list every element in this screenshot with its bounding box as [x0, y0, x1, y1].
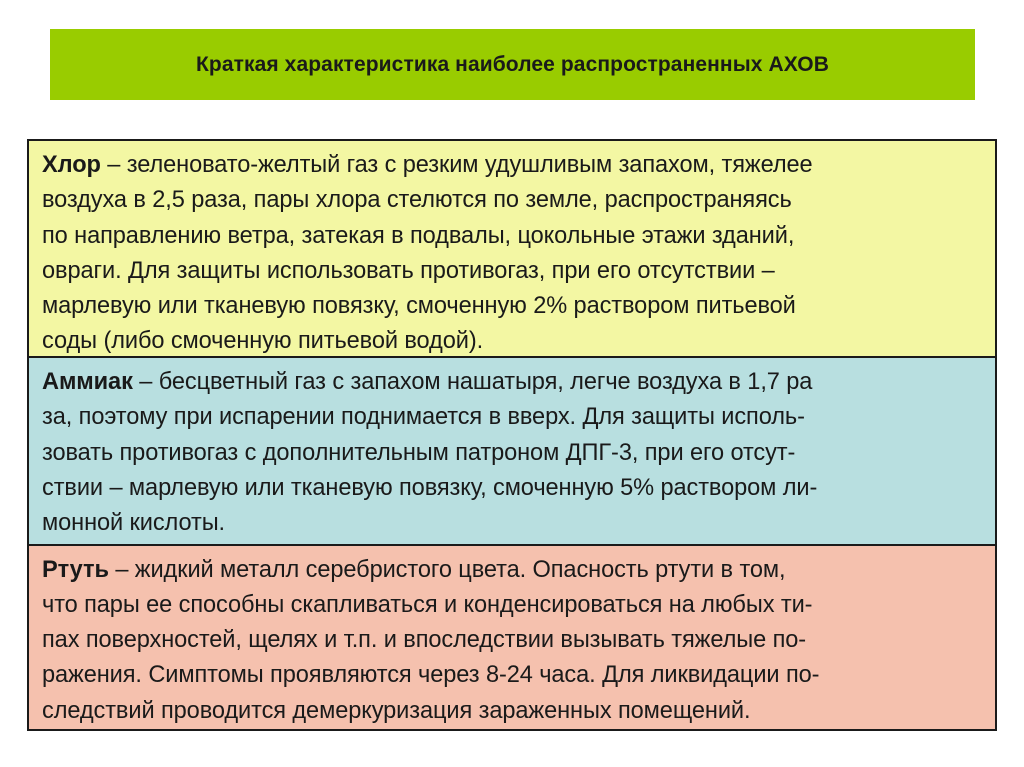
row-chlorine	[29, 141, 995, 356]
description-line: овраги. Для защиты использовать противогаз, при его отсутствии –	[42, 257, 775, 284]
description-text: – бесцветный газ с запахом нашатыря, легче воздуха в 1,7 ра	[132, 369, 813, 395]
description-line: монной кислоты.	[42, 510, 226, 537]
description-line: следствий проводится демеркуризация зараженных помещений.	[42, 697, 751, 724]
row-first-line	[42, 148, 979, 183]
description-line: марлевую или тканевую повязку, смоченную 2% раствором питьевой	[42, 293, 796, 320]
hazard-table	[27, 139, 997, 731]
description-line: ражения. Симптомы проявляются через 8-24 часа. Для ликвидации по-	[42, 662, 820, 689]
description-line: пах поверхностей, щелях и т.п. и впоследствии вызывать тяжелые по-	[42, 627, 807, 654]
description-line: соды (либо смоченную питьевой водой).	[42, 328, 484, 355]
description-line: ствии – марлевую или тканевую повязку, смоченную 5% раствором ли-	[42, 474, 818, 501]
row-first-line	[42, 553, 979, 588]
description-line: за, поэтому при испарении поднимается в вверх. Для защиты исполь-	[42, 404, 805, 431]
description-text: – зеленовато-желтый газ с резким удушливым запахом, тяжелее	[100, 152, 813, 178]
row-ammonia	[29, 356, 995, 544]
title-banner	[50, 29, 975, 100]
term-chlorine: Хлор	[42, 152, 101, 178]
term-mercury: Ртуть	[42, 556, 109, 583]
description-text: – жидкий металл серебристого цвета. Опасность ртути в том,	[108, 556, 786, 583]
page-title: Краткая характеристика наиболее распространенных АХОВ	[196, 52, 829, 76]
description-line: воздуха в 2,5 раза, пары хлора стелются по земле, распространяясь	[42, 187, 792, 214]
row-mercury	[29, 544, 995, 729]
term-ammonia: Аммиак	[42, 369, 133, 395]
description-line: по направлению ветра, затекая в подвалы, цокольные этажи зданий,	[42, 222, 795, 249]
description-line: что пары ее способны скапливаться и конденсироваться на любых ти-	[42, 591, 813, 618]
row-first-line	[42, 365, 979, 400]
description-line: зовать противогаз с дополнительным патроном ДПГ-3, при его отсут-	[42, 439, 796, 466]
